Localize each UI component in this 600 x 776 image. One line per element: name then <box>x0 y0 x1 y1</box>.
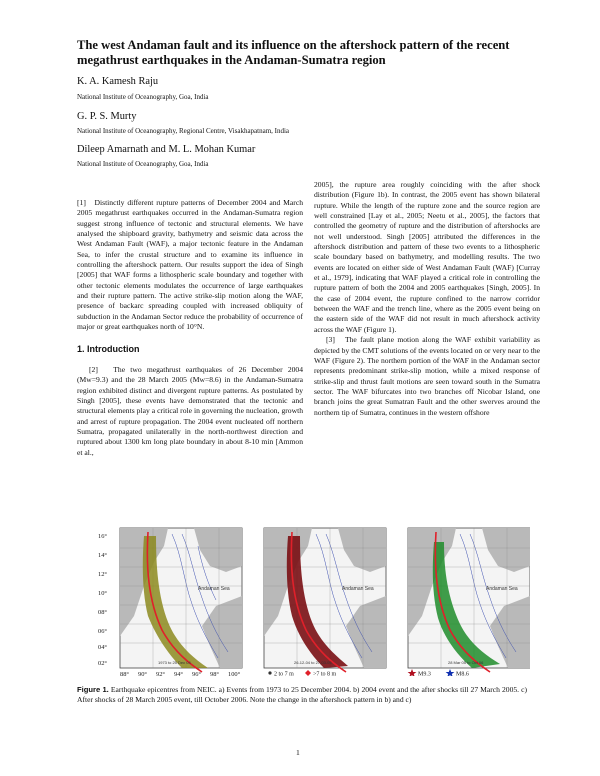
lat-label: 02° <box>98 660 107 667</box>
lat-label: 12° <box>98 571 107 578</box>
affiliation-2: National Institute of Oceanography, Regional Centre, Visakhapatnam, India <box>77 127 290 135</box>
panel-c <box>408 528 530 672</box>
legend-star-icon <box>408 669 417 676</box>
panel-b-date: 26-12-04 to 27-03-05 <box>294 660 332 665</box>
paper-title: The west Andaman fault and its influence on the aftershock pattern of the recent megathrust earthquakes in the Andaman-Sumatra region <box>77 38 510 67</box>
affiliation-3: National Institute of Oceanography, Goa, India <box>77 160 209 168</box>
paragraph-2-number: [2] <box>89 364 98 374</box>
paragraph-2-continued: 2005], the rupture area roughly coinciding with the after shock distribution (Figure 1b). In contrast, the 2005 event has shown bilateral rupture. While the length of the rupture zone and the source region are well constrained [Lay et al., 2005; Neetu et al., 2005], the factors that controlled the geometry of rupture and the distribution of aftershocks are not well understood. Singh [2005] attributed the differences in the aftershock distribution and pattern of these two events to a lithospheric scale boundary based on bathymetry, and modelling results. The two events are located on either side of West Andaman Fault (WAF) [Curray et al., 1979], indicating that WAF played a critical role in controlling the rupture pattern of both the 2004 and 2005 earthquakes [Singh, 2005]. In the case of 2004 event, the rupture confined to the narrow corridor between the WAF and the trench line, where as the 2005 event being on the eastern side of the WAF did not result in much aftershock activity across the WAF (Figure 1). <box>314 180 540 334</box>
author-3: Dileep Amarnath and M. L. Mohan Kumar <box>77 144 256 155</box>
lat-label: 04° <box>98 644 107 651</box>
caption-text: Earthquake epicentres from NEIC. a) Events from 1973 to 25 December 2004. b) 2004 event and the after shocks till 27 March 2005. c) After shocks of 28 March 2005 event, till October 2006. Note the change in the aftershock pattern in b) and c) <box>77 685 527 705</box>
legend-dot-icon <box>268 671 271 674</box>
lon-label: 92° <box>156 671 165 676</box>
lat-label: 16° <box>98 533 107 540</box>
right-column <box>314 180 540 418</box>
legend-label: >7 to 8 m <box>313 671 337 676</box>
page-number: 1 <box>296 748 300 757</box>
left-column <box>77 198 303 458</box>
section-heading: 1. Introduction <box>77 344 140 355</box>
lon-label: 90° <box>138 671 147 676</box>
panel-b <box>264 528 386 672</box>
abstract-text: Distinctly different rupture patterns of December 2004 and March 2005 megathrust earthquakes occurred in the Andaman-Sumatra region suggest strong influence of tectonic and structural elements. We have analysed the shipboard gravity, bathymetry and seismic data across the West Andaman Fault (WAF), a major tectonic feature in the Andaman Sea, to infer the crustal structure and to examine its influence in controlling the aftershock pattern. Our results support the idea of Singh [2005] that WAF forms a lithospheric scale boundary and together with other tectonic elements modulates the occurrence of large earthquakes and their rupture pattern. The active strike-slip motion along the WAF, presence of backarc spreading coupled with increased obliquity of subduction in the Andaman Sector reduce the probability of occurrence of major or great earthquakes north of 10°N. <box>77 198 303 332</box>
lon-label: 100° <box>228 671 241 676</box>
label-andaman-sea-a: Andaman Sea <box>198 586 230 592</box>
legend-label: M9.3 <box>418 671 431 676</box>
paragraph-2-text: The two megathrust earthquakes of 26 December 2004 (Mw=9.3) and the 28 March 2005 (Mw=8.6) in the Andaman-Sumatra region exhibited distinct and divergent rupture patterns. As postulated by Singh [2005], these events have demonstrated that the tectonic and structural elements play a critical role in governing the nucleation, growth and arrest of rupture propagation. The 2004 event nucleated off northern Sumatra, propagated unilaterally in the north-northwest direction and ruptured about 1300 km long plate boundary in about 8-10 min [Ammon et al., <box>77 364 304 457</box>
paragraph-3-text: The fault plane motion along the WAF exhibit variability as depicted by the CMT solutions of the events located on or very near to the WAF (Figure 2). The northern portion of the WAF in the Andaman sector represents predominant strike-slip motion, while a mixed response of strike-slip and thrust fault motions are seen toward south in the Sumatra sector. The WAF bifurcates into two branches off Nicobar Island, one branch joins the great Sumatran Fault and the other swerves around the northern tip of Sumatra, continues in the western offshore <box>314 335 540 417</box>
author-2: G. P. S. Murty <box>77 111 137 122</box>
figure-legend <box>268 669 468 676</box>
paragraph-3-number: [3] <box>326 335 335 345</box>
lon-label: 98° <box>210 671 219 676</box>
lat-label: 08° <box>98 609 107 616</box>
abstract-number: [1] <box>77 198 86 207</box>
panel-a <box>120 528 242 672</box>
figure-1 <box>98 526 530 676</box>
author-1: K. A. Kamesh Raju <box>77 76 159 87</box>
latitude-axis <box>98 533 107 667</box>
lat-label: 06° <box>98 628 107 635</box>
figure-1-caption <box>77 685 527 706</box>
panel-c-date: 28 Mar 05 to Oct 06 <box>448 660 484 665</box>
lon-label: 96° <box>192 671 201 676</box>
panel-a-date: 1973 to 25 Dec 04 <box>158 660 191 665</box>
legend-star-icon <box>446 669 455 676</box>
legend-label: M8.6 <box>456 671 469 676</box>
paragraph-3 <box>314 335 540 418</box>
lat-label: 14° <box>98 552 107 559</box>
affiliation-1: National Institute of Oceanography, Goa, India <box>77 93 209 101</box>
legend-label: 2 to 7 m <box>274 671 294 676</box>
caption-label: Figure 1. <box>77 685 109 694</box>
figure-1-maps <box>98 526 530 676</box>
label-andaman-sea-c: Andaman Sea <box>486 586 518 592</box>
label-andaman-sea-b: Andaman Sea <box>342 586 374 592</box>
lat-label: 10° <box>98 590 107 597</box>
lon-label: 94° <box>174 671 183 676</box>
legend-diamond-icon <box>305 670 311 676</box>
paragraph-2 <box>77 365 303 458</box>
abstract <box>77 198 303 332</box>
longitude-axis <box>120 671 241 676</box>
lon-label: 88° <box>120 671 129 676</box>
